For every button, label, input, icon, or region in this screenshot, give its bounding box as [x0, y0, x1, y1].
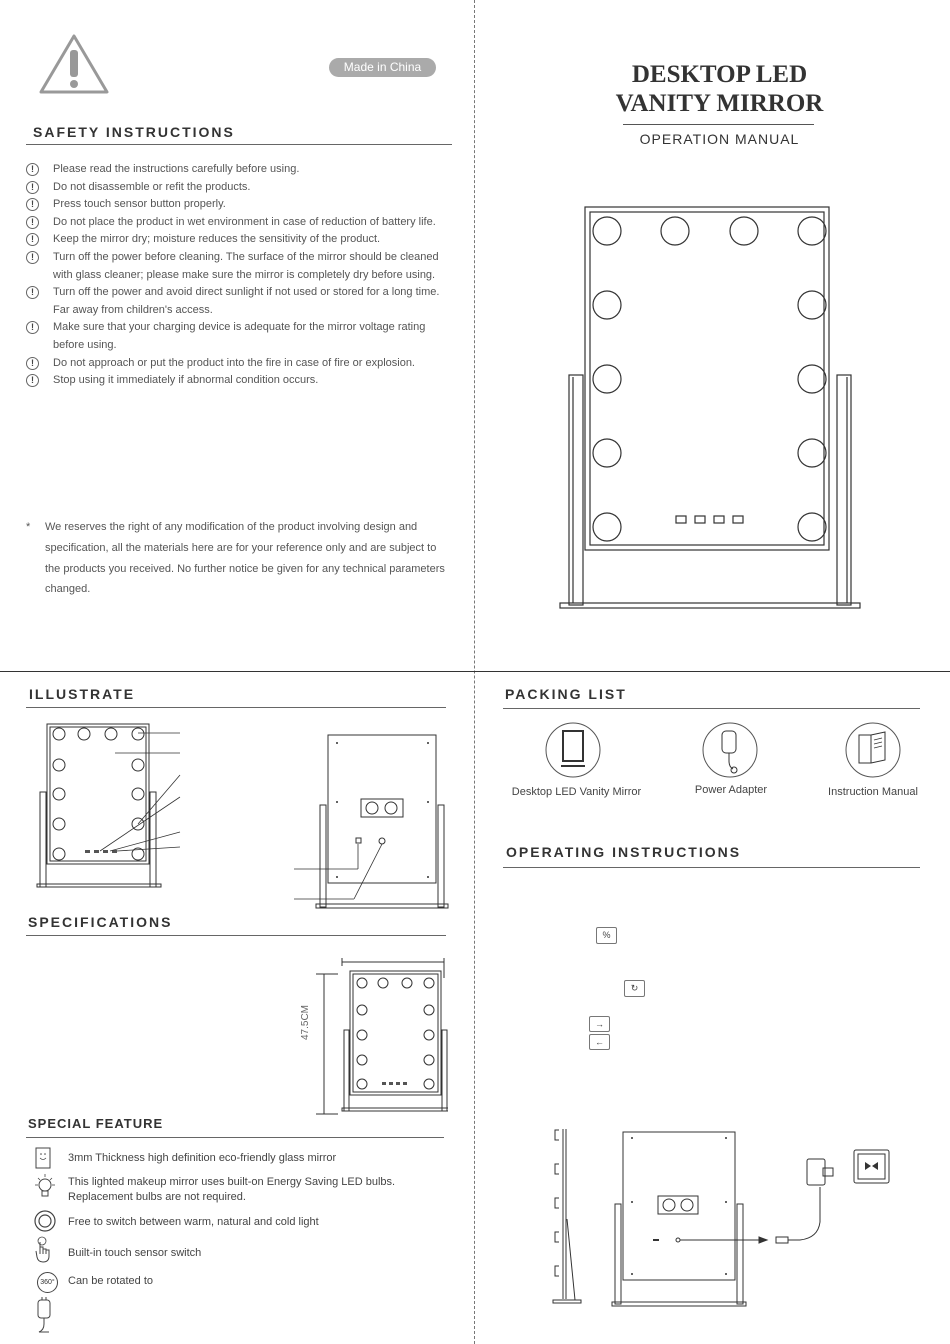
safety-title: SAFETY INSTRUCTIONS — [33, 124, 235, 140]
packing-item-label: Instruction Manual — [828, 786, 918, 798]
light-ring-icon — [33, 1209, 57, 1233]
warning-icon: ! — [26, 181, 39, 194]
illustrate-title: ILLUSTRATE — [29, 686, 136, 702]
packing-list-rule — [503, 708, 920, 709]
feature-text: Built-in touch sensor switch — [68, 1247, 202, 1259]
warning-icon: ! — [26, 163, 39, 176]
safety-rule — [26, 144, 452, 145]
mirror-icon — [33, 1147, 53, 1169]
operating-instructions-title: OPERATING INSTRUCTIONS — [506, 844, 742, 860]
cover-subtitle: OPERATION MANUAL — [639, 131, 800, 147]
dimension-illustration — [316, 958, 448, 1118]
warning-icon: ! — [26, 216, 39, 229]
height-dimension-label: 47.5CM — [300, 1004, 311, 1040]
feature-text: 3mm Thickness high definition eco-friendly glass mirror — [68, 1152, 337, 1164]
horizontal-fold-line — [0, 671, 950, 672]
asterisk-mark: * — [26, 521, 31, 533]
list-item: ! Do not disassemble or refit the products. — [26, 179, 441, 197]
made-in-badge: Made in China — [329, 58, 436, 77]
list-item: ! Do not place the product in wet environment in case of reduction of battery life. — [26, 214, 441, 232]
center-fold-line — [474, 0, 475, 1344]
specifications-rule — [26, 935, 446, 936]
packing-item-label: Power Adapter — [694, 784, 768, 796]
rotate-360-icon: 360° — [37, 1272, 58, 1293]
feature-text: This lighted makeup mirror uses built-on Energy Saving LED bulbs. Replacement bulbs are not required. — [68, 1176, 396, 1203]
feature-text: Free to switch between warm, natural and cold light — [68, 1216, 319, 1228]
cover-rule — [623, 124, 814, 125]
operating-instructions-rule — [503, 867, 920, 868]
connection-diagram — [545, 1124, 895, 1310]
instruction-manual-icon — [844, 721, 902, 779]
right-arrow-button-icon: → — [589, 1016, 610, 1032]
power-adapter-icon — [701, 721, 759, 779]
cover-title: DESKTOP LED VANITY MIRROR — [615, 61, 824, 117]
list-item: ! Stop using it immediately if abnormal condition occurs. — [26, 372, 441, 390]
mirror-package-icon — [544, 721, 602, 779]
disclaimer — [26, 517, 446, 600]
list-item: ! Press touch sensor button properly. — [26, 196, 441, 214]
safety-list — [26, 161, 441, 390]
warning-icon: ! — [26, 198, 39, 211]
special-feature-rule — [26, 1137, 444, 1138]
warning-icon: ! — [26, 374, 39, 387]
list-item: ! Do not approach or put the product into the fire in case of fire or explosion. — [26, 355, 441, 373]
specifications-title: SPECIFICATIONS — [28, 914, 173, 930]
warning-icon: ! — [26, 357, 39, 370]
plug-icon — [33, 1296, 55, 1336]
feature-text: Can be rotated to — [68, 1275, 154, 1287]
list-item: ! Turn off the power and avoid direct sunlight if not used or stored for a long time. Far away from children's access. — [26, 284, 441, 319]
list-item: ! Turn off the power before cleaning. The surface of the mirror should be cleaned with glass cleaner; please make sure the mirror is completely dry before using. — [26, 249, 441, 284]
packing-item-label: Desktop LED Vanity Mirror — [511, 786, 642, 798]
left-arrow-button-icon: ← — [589, 1034, 610, 1050]
warning-triangle-icon — [38, 33, 110, 95]
warning-icon: ! — [26, 233, 39, 246]
color-temp-button-icon: ↻ — [624, 980, 645, 997]
warning-icon: ! — [26, 321, 39, 334]
packing-list-title: PACKING LIST — [505, 686, 627, 702]
special-feature-title: SPECIAL FEATURE — [28, 1116, 164, 1131]
front-view-illustration — [35, 720, 185, 890]
warning-icon: ! — [26, 251, 39, 264]
list-item: ! Make sure that your charging device is adequate for the mirror voltage rating before using. — [26, 319, 441, 354]
warning-icon: ! — [26, 286, 39, 299]
list-item: ! Keep the mirror dry; moisture reduces the sensitivity of the product. — [26, 231, 441, 249]
illustrate-rule — [26, 707, 446, 708]
list-item: ! Please read the instructions carefully before using. — [26, 161, 441, 179]
back-view-illustration — [294, 732, 449, 912]
brightness-button-icon: % — [596, 927, 617, 944]
touch-hand-icon — [33, 1236, 55, 1264]
disclaimer-text: We reserves the right of any modification of the product involving design and specification, all the materials here are for your reference only and are subject to the products you received. No further notice be given for any technical parameters changed. — [45, 521, 445, 596]
bulb-icon — [33, 1174, 57, 1200]
cover-mirror-illustration — [558, 205, 863, 610]
